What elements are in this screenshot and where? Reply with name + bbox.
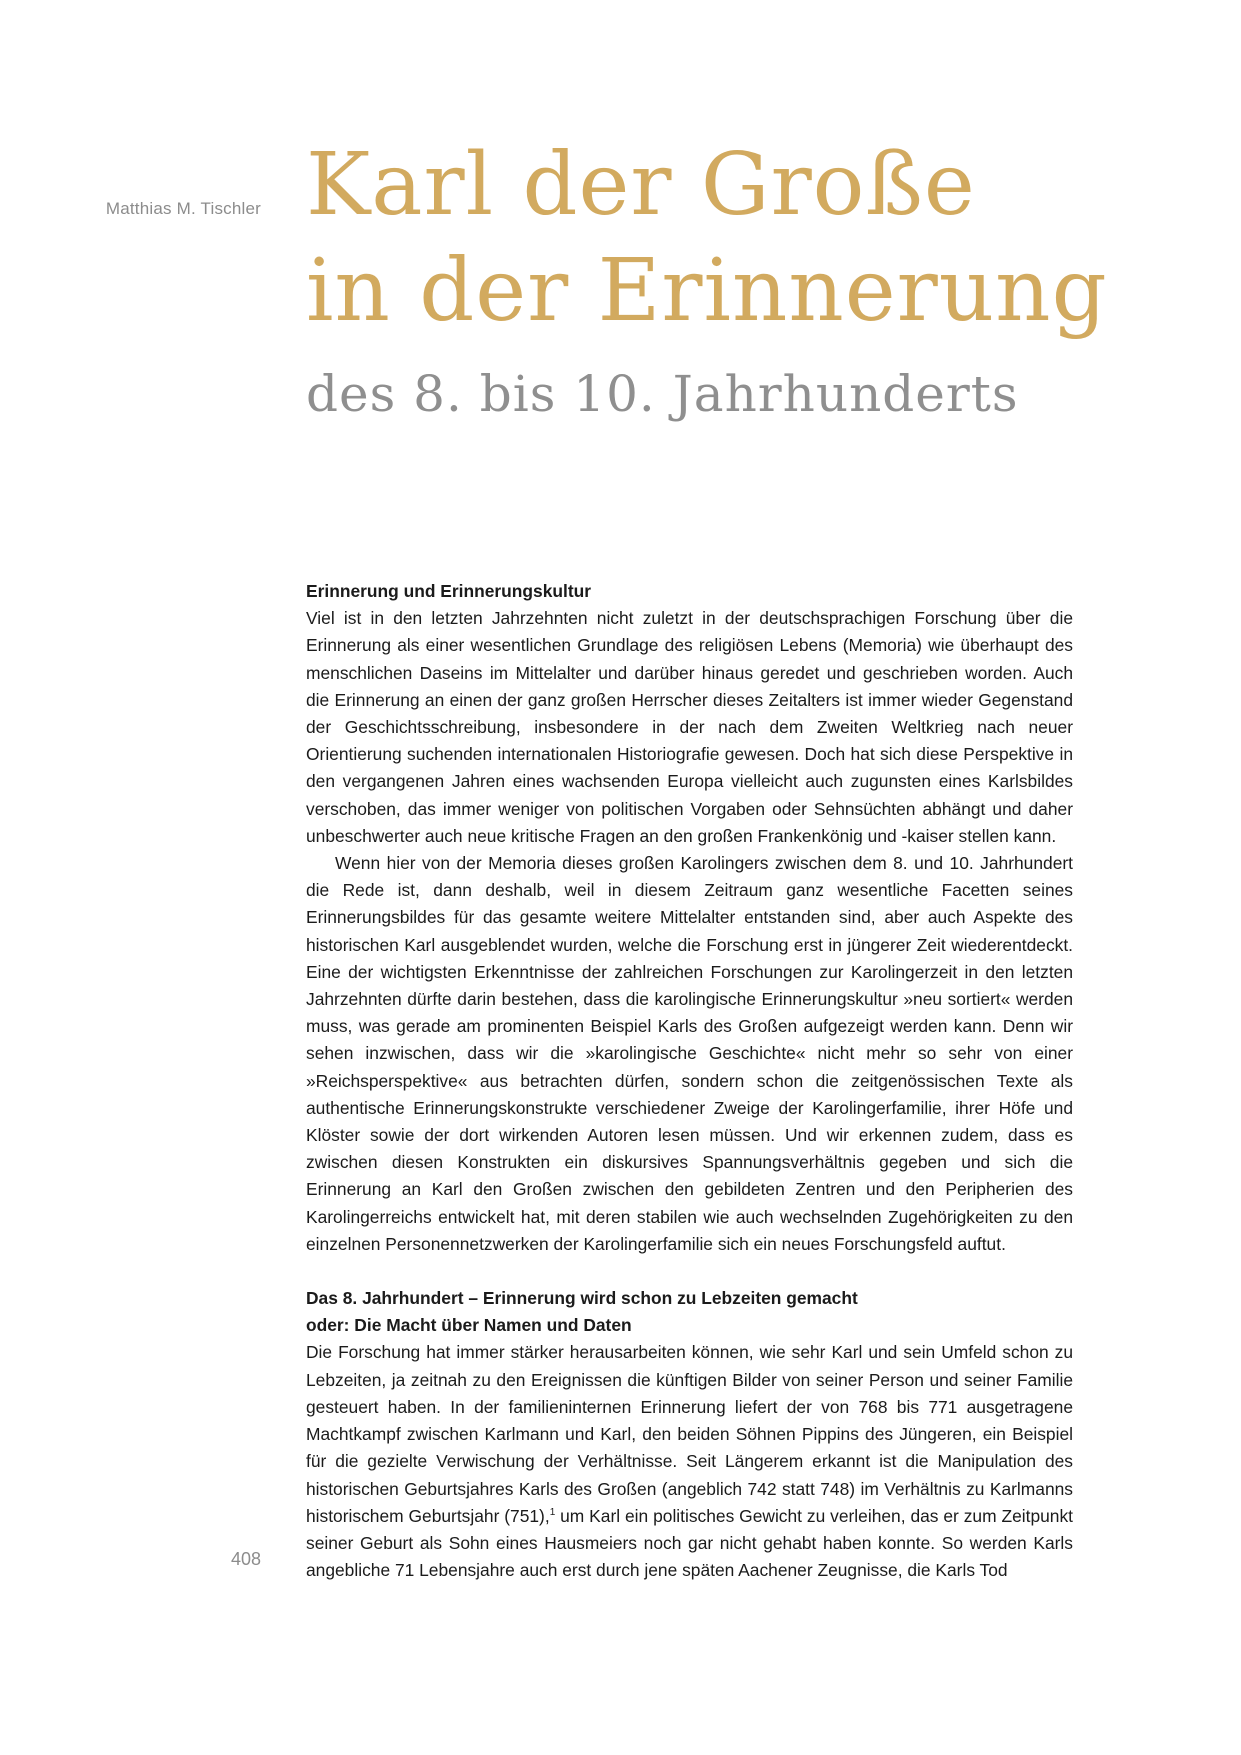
title-line-1: Karl der Große xyxy=(306,135,976,235)
body-paragraph-2: Wenn hier von der Memoria dieses großen Karolingers zwischen dem 8. und 10. Jahrhundert die Rede ist, dann deshalb, weil in diesem Zeitraum ganz wesentliche Facetten seines Erinnerungsbildes für das gesamte weitere Mittelalter entstanden sind, aber auch Aspekte des historischen Karl ausgeblendet wurden, welche die Forschung erst in jüngerer Zeit wiederentdeckt. Eine der wichtigsten Erkenntnisse der zahlreichen Forschungen zur Karolingerzeit in den letzten Jahrzehnten dürfte darin bestehen, dass die karolingische Erinnerungskultur »neu sortiert« werden muss, was gerade am prominenten Beispiel Karls des Großen aufgezeigt werden kann. Denn wir sehen inzwischen, dass wir die »karolingische Geschichte« nicht mehr so sehr von einer »Reichsperspektive« aus betrachten dürfen, sondern schon die zeitgenössischen Texte als authentische Erinnerungskonstrukte verschiedener Zweige der Karolingerfamilie, ihrer Höfe und Klöster sowie der dort wirkenden Autoren lesen müssen. Und wir erkennen zudem, dass es zwischen diesen Konstrukten ein diskursives Spannungsverhältnis gegeben und sich die Erinnerung an Karl den Großen zwischen den gebildeten Zentren und den Peripherien des Karolingerreichs entwickelt hat, mit deren stabilen wie auch wechselnden Zugehörigkeiten zu den einzelnen Personennetzwerken der Karolingerfamilie sich ein neues Forschungsfeld auftut. xyxy=(306,853,1073,1254)
body-paragraph-1: Viel ist in den letzten Jahrzehnten nicht zuletzt in der deutschsprachigen Forschung über die Erinnerung als einer wesentlichen Grundlage des religiösen Lebens (Memoria) wie überhaupt des menschlichen Daseins im Mittelalter und darüber hinaus geredet und geschrieben worden. Auch die Erinnerung an einen der ganz großen Herrscher dieses Zeitalters ist immer wieder Gegenstand der Geschichtsschreibung, insbesondere in der nach dem Zweiten Weltkrieg nach neuer Orientierung suchenden internationalen Historiografie gewesen. Doch hat sich diese Perspektive in den vergangenen Jahren eines wachsenden Europa vielleicht auch zugunsten eines Karlsbildes verschoben, das immer weniger von politischen Vorgaben oder Sehnsüchten abhängt und daher unbeschwerter auch neue kritische Fragen an den großen Frankenkönig und -kaiser stellen kann. xyxy=(306,608,1073,846)
article-body xyxy=(306,578,1073,1584)
section-heading-2-line-1: Das 8. Jahrhundert – Erinnerung wird schon zu Lebzeiten gemacht xyxy=(306,1288,858,1309)
section-heading-2-line-2: oder: Die Macht über Namen und Daten xyxy=(306,1315,632,1336)
title-line-2: in der Erinnerung xyxy=(306,241,1108,341)
body-paragraph-3 xyxy=(306,1339,1073,1584)
paragraph-3-part-1: Die Forschung hat immer stärker herausarbeiten können, wie sehr Karl und sein Umfeld schon zu Lebzeiten, ja zeitnah zu den Ereignissen die künftigen Bilder von seiner Person und seiner Familie gesteuert haben. In der familieninternen Erinnerung liefert der von 768 bis 771 ausgetragene Machtkampf zwischen Karlmann und Karl, den beiden Söhnen Pippins des Jüngeren, ein Beispiel für die gezielte Verwischung der Verhältnisse. Seit Längerem erkannt ist die Manipulation des historischen Geburtsjahres Karls des Großen (angeblich 742 statt 748) im Verhältnis zu Karlmanns historischem Geburtsjahr (751), xyxy=(306,1342,1073,1526)
section-heading-2 xyxy=(306,1285,1073,1339)
page-number: 408 xyxy=(230,1549,261,1569)
footnote-marker[interactable]: 1 xyxy=(549,1506,556,1518)
article-title xyxy=(306,132,1108,344)
article-subtitle: des 8. bis 10. Jahrhunderts xyxy=(306,365,1019,423)
paragraph-3-part-2: um Karl ein politisches Gewicht zu verleihen, das er zum Zeitpunkt seiner Geburt als Sohn eines Hausmeiers noch gar nicht gehabt haben konnte. So werden Karls angebliche 71 Lebensjahre auch erst durch jene späten Aachener Zeugnisse, die Karls Tod xyxy=(306,1505,1074,1581)
section-heading-1: Erinnerung und Erinnerungskultur xyxy=(306,581,592,601)
author-name: Matthias M. Tischler xyxy=(105,199,261,218)
